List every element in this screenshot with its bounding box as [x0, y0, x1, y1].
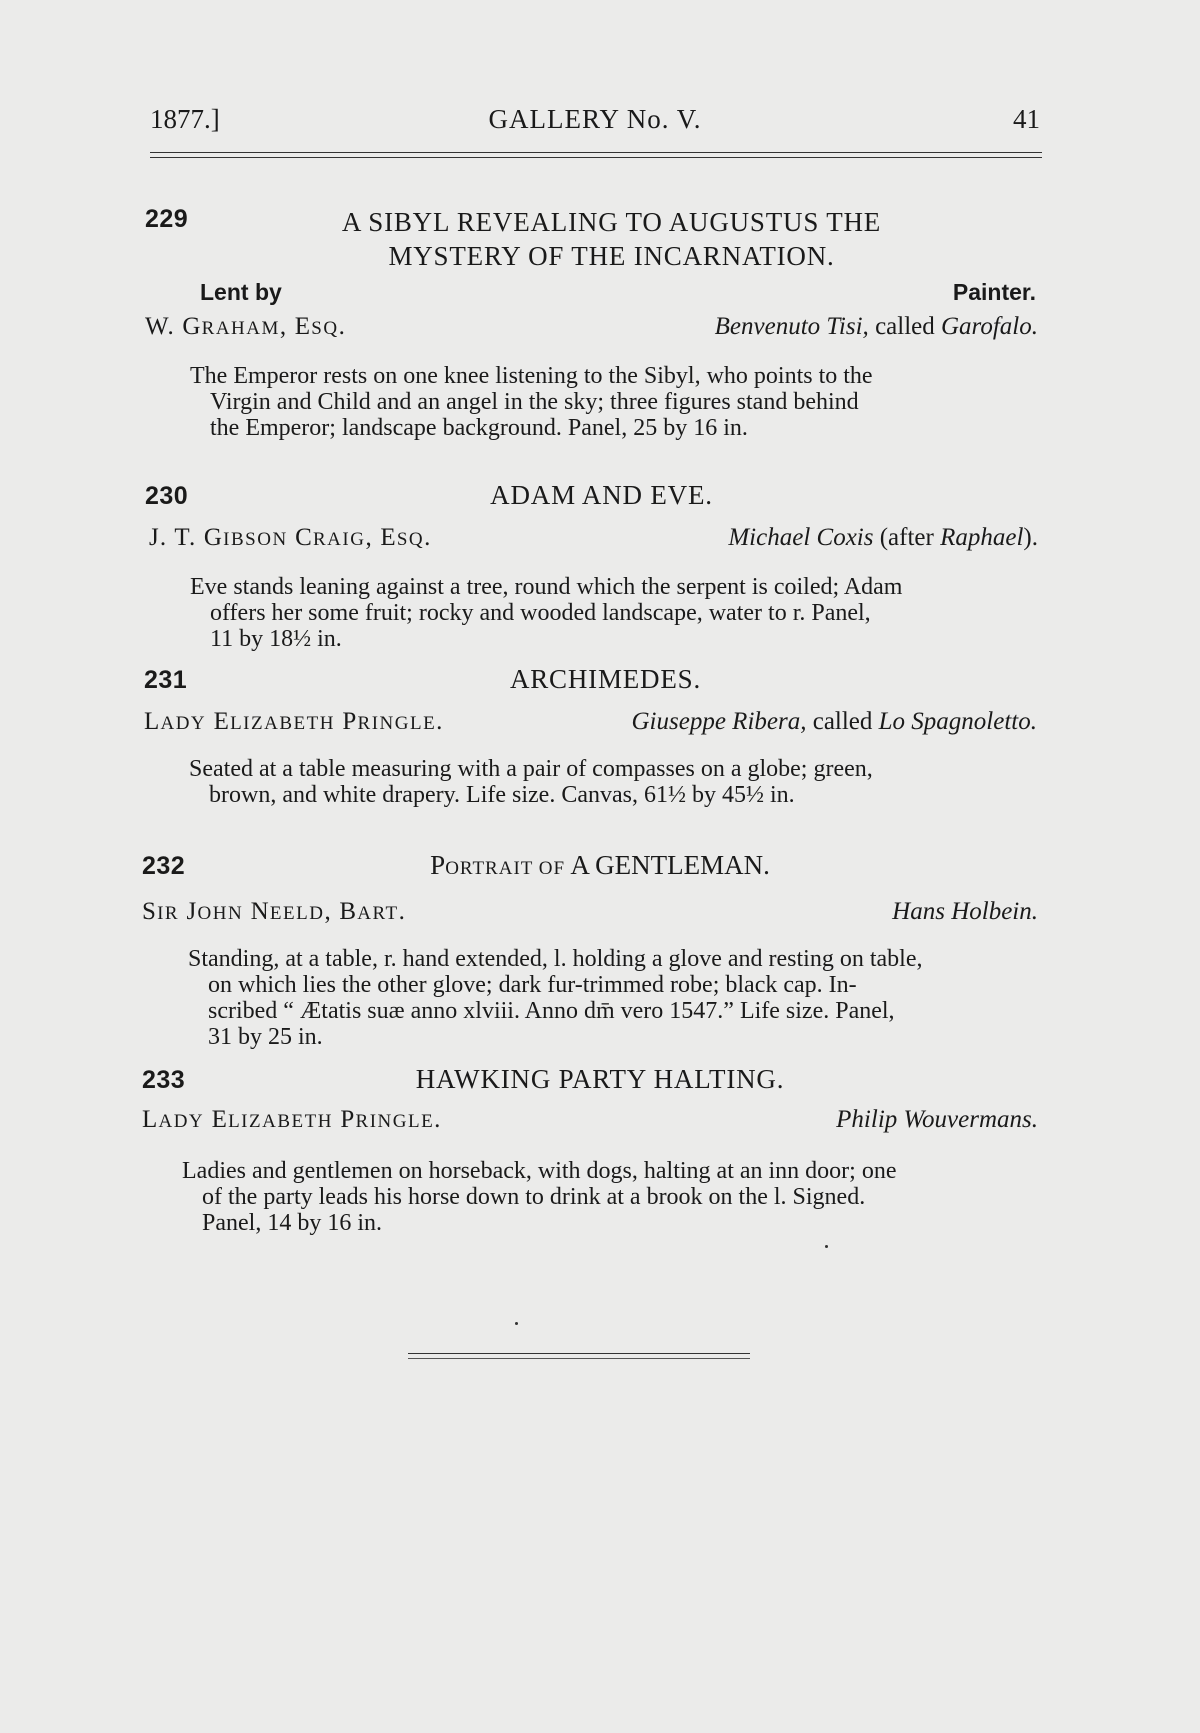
owner: [149, 524, 432, 552]
owner-text: SQ: [311, 318, 339, 339]
entry-title: [142, 848, 1038, 886]
closing-rule: [408, 1353, 750, 1359]
owner-text: ART: [357, 903, 399, 924]
print-speck: [825, 1245, 828, 1248]
entry-description: [142, 946, 1038, 1050]
entry-230: [145, 478, 1038, 652]
owner-text: IR: [157, 903, 180, 924]
owner-text: C: [287, 524, 313, 551]
owner-text: L: [142, 1106, 159, 1133]
running-head: [150, 104, 1040, 144]
page-number: 41: [1013, 104, 1040, 134]
entry-number: 230: [145, 482, 189, 510]
owner: [145, 313, 346, 341]
entry-title: [145, 205, 1038, 273]
owner-text: J: [179, 898, 198, 925]
painter-heading: Painter.: [952, 279, 1036, 305]
owner: [144, 708, 444, 736]
owner-text: , E: [279, 313, 312, 340]
description-line: Eve stands leaning against a tree, round which the serpent is coiled; Adam: [190, 574, 903, 600]
header-year: 1877.]: [150, 104, 220, 134]
owner-text: .: [338, 313, 347, 340]
artist: [836, 1106, 1038, 1134]
owner-text: OHN: [197, 903, 244, 924]
entry-description: [145, 363, 1038, 441]
artist-text: called: [806, 708, 879, 735]
entry-title-line: HAWKING PARTY HALTING.: [415, 1064, 785, 1094]
description-line: Virgin and Child and an angel in the sky; three figures stand behind: [210, 389, 859, 415]
owner-text: S: [142, 898, 158, 925]
owner: [142, 1106, 442, 1134]
entry-description: [142, 1158, 1038, 1236]
owner-text: ADY: [158, 1111, 205, 1132]
description-line: Panel, 14 by 16 in.: [202, 1210, 382, 1236]
artist-text: called: [868, 313, 941, 340]
description-line: Ladies and gentlemen on horseback, with dogs, halting at an inn door; one: [182, 1158, 897, 1184]
owner-text: N: [243, 898, 270, 925]
owner-text: SQ: [396, 529, 425, 550]
owner-text: L: [144, 708, 161, 735]
entry-title-line: MYSTERY OF THE INCARNATION.: [388, 241, 835, 271]
description-line: of the party leads his horse down to drink at a brook on the l. Signed.: [202, 1184, 866, 1210]
owner-text: E: [206, 708, 231, 735]
entry-233: [142, 1062, 1038, 1236]
entry-number: 229: [145, 205, 189, 233]
header-rule: [150, 152, 1042, 158]
print-speck: [515, 1322, 518, 1325]
entry-title: [142, 1062, 1038, 1096]
artist: [715, 313, 1038, 341]
entry-title-line: ADAM AND EVE.: [490, 480, 713, 510]
description-line: on which lies the other glove; dark fur-trimmed robe; black cap. In-: [208, 972, 857, 998]
owner-text: LIZABETH: [228, 1111, 333, 1132]
entry-title: [144, 662, 1037, 696]
entry-231: [144, 662, 1037, 808]
owner-text: .: [434, 1106, 442, 1133]
entry-229: [145, 205, 1038, 441]
owner-text: .: [398, 898, 407, 925]
owner-text: RINGLE: [355, 1111, 435, 1132]
artist: [728, 524, 1038, 552]
description-line: 11 by 18½ in.: [210, 626, 342, 652]
description-line: offers her some fruit; rocky and wooded landscape, water to r. Panel,: [210, 600, 871, 626]
description-line: Seated at a table measuring with a pair of compasses on a globe; green,: [189, 756, 873, 782]
description-line: the Emperor; landscape background. Panel, 25 by 16 in.: [210, 415, 748, 441]
artist-text: (after: [873, 524, 941, 551]
owner-text: W. G: [145, 313, 202, 340]
artist-name: Lo Spagnoletto.: [878, 708, 1037, 735]
entry-title-line: ARCHIMEDES.: [509, 664, 702, 694]
owner-text: J. T. G: [149, 524, 224, 551]
owner-text: , B: [324, 898, 358, 925]
description-line: scribed “ Ætatis suæ anno xlviii. Anno dm̄ vero 1547.” Life size. Panel,: [208, 998, 895, 1024]
artist-name: Raphael: [940, 524, 1024, 551]
owner-text: .: [436, 708, 444, 735]
owner-text: RAHAM: [201, 318, 280, 339]
owner-text: P: [332, 1106, 356, 1133]
entry-number: 233: [142, 1066, 186, 1094]
owner-text: .: [424, 524, 432, 551]
owner-artist-line: [145, 313, 1038, 347]
entry-title-text: P: [430, 850, 446, 880]
entry-title-text: A GENTLEMAN.: [565, 850, 770, 880]
owner-artist-line: [142, 1106, 1038, 1140]
description-line: brown, and white drapery. Life size. Canvas, 61½ by 45½ in.: [209, 782, 795, 808]
artist: [892, 898, 1038, 926]
owner-text: RAIG: [313, 529, 366, 550]
artist-name: Giuseppe Ribera,: [631, 708, 807, 735]
description-line: 31 by 25 in.: [208, 1024, 323, 1050]
owner-artist-line: [144, 708, 1037, 742]
owner-artist-line: [142, 898, 1038, 932]
header-title: GALLERY No. V.: [488, 104, 702, 134]
owner-text: P: [334, 708, 358, 735]
owner-text: RINGLE: [357, 713, 437, 734]
entry-title-text: ORTRAIT OF: [445, 858, 566, 879]
owner-text: LIZABETH: [230, 713, 335, 734]
owner-text: IBSON: [223, 529, 288, 550]
lent-by-heading: Lent by: [200, 279, 282, 305]
column-heads: [145, 279, 1038, 309]
artist-text: ).: [1023, 524, 1038, 551]
owner-text: , E: [365, 524, 397, 551]
entry-description: [145, 574, 1038, 652]
owner-text: ADY: [160, 713, 207, 734]
entry-number: 232: [142, 852, 186, 880]
entry-description: [144, 756, 1037, 808]
owner-text: E: [204, 1106, 229, 1133]
artist-name: Philip Wouvermans.: [836, 1106, 1038, 1133]
owner: [142, 898, 406, 926]
entry-232: [142, 848, 1038, 1050]
owner-artist-line: [145, 524, 1038, 558]
entry-number: 231: [144, 666, 188, 694]
entry-title: [145, 478, 1038, 512]
description-line: The Emperor rests on one knee listening to the Sibyl, who points to the: [190, 363, 873, 389]
artist-name: Hans Holbein.: [892, 898, 1038, 925]
artist-name: Garofalo.: [941, 313, 1038, 340]
owner-text: EELD: [269, 903, 325, 924]
description-line: Standing, at a table, r. hand extended, l. holding a glove and resting on table,: [188, 946, 923, 972]
artist-name: Benvenuto Tisi,: [714, 313, 869, 340]
artist-name: Michael Coxis: [728, 524, 874, 551]
artist: [632, 708, 1038, 736]
entry-title-line: A SIBYL REVEALING TO AUGUSTUS THE: [341, 207, 882, 237]
